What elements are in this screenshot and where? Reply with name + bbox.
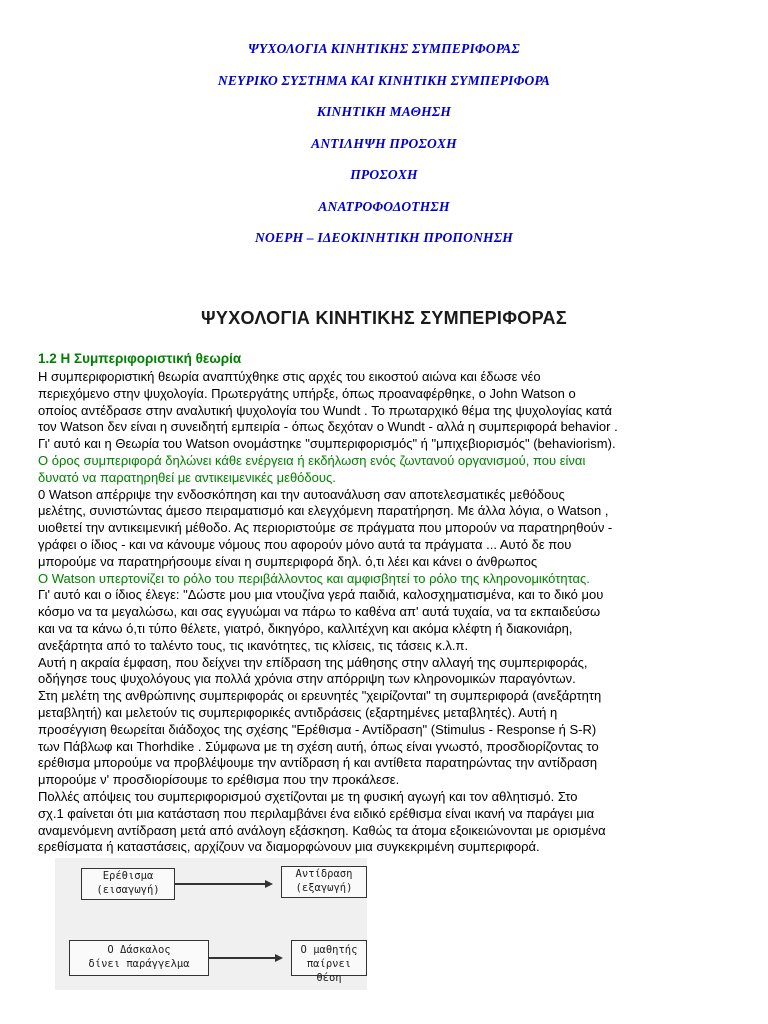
text-line: ερεθίσματα ή καταστάσεις, αρχίζουν να διαμορφώνουν μια συγκεκριμένη συμπεριφορά. [38, 839, 540, 855]
page-title: ΨΥΧΟΛΟΓΙΑ ΚΙΝΗΤΙΚΗΣ ΣΥΜΠΕΡΙΦΟΡΑΣ [201, 308, 567, 328]
toc-link-attention[interactable]: ΠΡΟΣΟΧΗ [350, 167, 418, 182]
arrow-right-icon [265, 880, 273, 888]
toc-link-mental-training[interactable]: ΝΟΕΡΗ – ΙΔΕΟΚΙΝΗΤΙΚΗ ΠΡΟΠΟΝΗΣΗ [255, 230, 513, 245]
teacher-sublabel: δίνει παράγγελμα [88, 958, 190, 970]
response-sublabel: (εξαγωγή) [295, 882, 353, 894]
teacher-label: Ο Δάσκαλος [107, 944, 171, 956]
text-line: των Πάβλωφ και Thorhdike . Σύμφωνα με τη σχέση αυτή, όπως είναι γνωστό, προσδιορίζοντας το [38, 738, 599, 754]
toc-link-nervous-system[interactable]: ΝΕΥΡΙΚΟ ΣΥΣΤΗΜΑ ΚΑΙ ΚΙΝΗΤΙΚΗ ΣΥΜΠΕΡΙΦΟΡΑ [217, 72, 551, 88]
definition-line: Ο όρος συμπεριφορά δηλώνει κάθε ενέργεια ή εκδήλωση ενός ζωντανού οργανισμού, που είναι [38, 452, 586, 468]
student-box [291, 940, 367, 984]
body-text [38, 369, 762, 856]
text-line: περιεχόμενο στην ψυχολογία. Πρωτεργάτης υπήρξε, όπως προαναφέρθηκε, ο John Watson ο [38, 385, 576, 401]
text-line: Γι' αυτό και η Θεωρία του Watson ονομάστηκε "συμπεριφορισμός" ή "μπιχεβιορισμός" (behaviorism). [38, 436, 616, 452]
stimulus-response-diagram [55, 858, 367, 990]
definition-line: δυνατό να παρατηρηθεί με αντικειμενικές μεθόδους. [38, 469, 336, 485]
stimulus-box [81, 868, 175, 900]
toc-list [0, 40, 768, 261]
stimulus-label: Ερέθισμα [102, 870, 154, 882]
toc-link-motor-learning[interactable]: ΚΙΝΗΤΙΚΗ ΜΑΘΗΣΗ [316, 104, 452, 119]
toc-link-perception-attention[interactable]: ΑΝΤΙΛΗΨΗ ΠΡΟΣΟΧΗ [311, 135, 457, 151]
text-line: 0 Watson απέρριψε την ενδοσκόπηση και την αυτοανάλυση σαν αποτελεσματικές μεθόδους [38, 486, 565, 502]
text-line: Πολλές απόψεις του συμπεριφορισμού σχετίζονται με τη φυσική αγωγή και τον αθλητισμό. Στο [38, 788, 578, 804]
teacher-box [69, 940, 209, 976]
toc-link-psychology[interactable]: ΨΥΧΟΛΟΓΙΑ ΚΙΝΗΤΙΚΗΣ ΣΥΜΠΕΡΙΦΟΡΑΣ [248, 41, 520, 56]
response-label: Αντίδραση [295, 868, 353, 880]
text-line: ανεξάρτητα από το ταλέντο τους, τις ικανότητες, τις κλίσεις, τις τάσεις κ.λ.π. [38, 637, 469, 653]
text-line: υιοθετεί την αντικειμενική μέθοδο. Ας περιοριστούμε σε πράγματα που μπορούν να παρατηρηθούν - [38, 520, 613, 536]
stimulus-sublabel: (εισαγωγή) [96, 884, 160, 896]
text-line: και να τα κάνω ό,τι τύπο θέλετε, γιατρό, δικηγόρο, καλλιτέχνη και ακόμα κλέφτη ή διακονιάρη, [38, 620, 573, 636]
response-box [281, 866, 367, 898]
emphasis-line: Ο Watson υπερτονίζει το ρόλο του περιβάλλοντος και αμφισβητεί το ρόλο της κληρονομικότητας. [38, 570, 590, 586]
text-line: σχ.1 φαίνεται ότι μια κατάσταση που περιλαμβάνει ένα ειδικό ερέθισμα είναι ικανή να παράγει μια [38, 805, 595, 821]
student-label: Ο μαθητής [300, 944, 358, 956]
arrow-line [209, 957, 277, 959]
text-line: οδήγησε τους ψυχολόγους για πολλά χρόνια στην απόρριψη των κληρονομικών παραγόντων. [38, 671, 576, 687]
toc-link-feedback[interactable]: ΑΝΑΤΡΟΦΟΔΟΤΗΣΗ [318, 198, 450, 214]
text-line: Αυτή η ακραία έμφαση, που δείχνει την επίδραση της μάθησης στην αλλαγή της συμπεριφοράς, [38, 654, 588, 670]
text-line: μελέτης, συνιστώντας άμεσο πειραματισμό και ελεγχόμενη παρατήρηση. Με άλλα λόγια, ο Watson , [38, 503, 609, 519]
text-line: γράφει ο ίδιος - και να κάνουμε νόμους που αφορούν μόνο αυτά τα πράγματα ... Αυτό δε που [38, 536, 572, 552]
arrow-line [175, 883, 267, 885]
arrow-right-icon [275, 954, 283, 962]
text-line: Στη μελέτη της ανθρώπινης συμπεριφοράς οι ερευνητές "χειρίζονται" τη συμπεριφορά (ανεξάρτητη [38, 688, 602, 704]
text-line: τον Watson δεν είναι η συνειδητή εμπειρία - όπως δεχόταν ο Wundt - αλλά η συμπεριφορά behavior . [38, 419, 618, 435]
text-line: Γι' αυτό και ο ίδιος έλεγε: "Δώστε μου μια ντουζίνα γερά παιδιά, καλοσχηματισμένα, και το δικό μου [38, 587, 604, 603]
section-heading: 1.2 Η Συμπεριφοριστική θεωρία [38, 351, 242, 366]
student-sublabel: παίρνει θέση [306, 958, 352, 984]
text-line: ερέθισμα μπορούμε να προβλέψουμε την αντίδραση ή και αντίθετα παρατηρώντας την αντίδραση [38, 755, 598, 771]
text-line: προσέγγιση θεωρείται διάδοχος της σχέσης "Ερέθισμα - Αντίδραση" (Stimulus - Response ή S-R) [38, 721, 597, 737]
text-line: μεταβλητή) και μελετούν τις συμπεριφορικές αντιδράσεις (εξαρτημένες μεταβλητές). Αυτή η [38, 704, 558, 720]
text-line: Η συμπεριφοριστική θεωρία αναπτύχθηκε στις αρχές του εικοστού αιώνα και έδωσε νέο [38, 369, 541, 384]
text-line: αναμενόμενη αντίδραση μετά από ανάλογη εξάσκηση. Καθώς τα άτομα εξοικειώνονται με ορισμένα [38, 822, 606, 838]
text-line: οποίος αντέδρασε στην αναλυτική ψυχολογία του Wundt . Το πρωταρχικό θέμα της ψυχολογίας κατά [38, 402, 613, 418]
text-line: μπορούμε ν' προσδιορίσουμε το ερέθισμα που την προκάλεσε. [38, 772, 400, 788]
text-line: μπορούμε να παρατηρήσουμε είναι η συμπεριφορά δηλ. ό,τι λέει και κάνει ο άνθρωπος [38, 553, 538, 569]
text-line: κόσμο να τα μεγαλώσω, και σας εγγυώμαι να πάρω το καθένα απ' αυτά τυχαία, να τα εκπαιδεύσω [38, 604, 601, 620]
